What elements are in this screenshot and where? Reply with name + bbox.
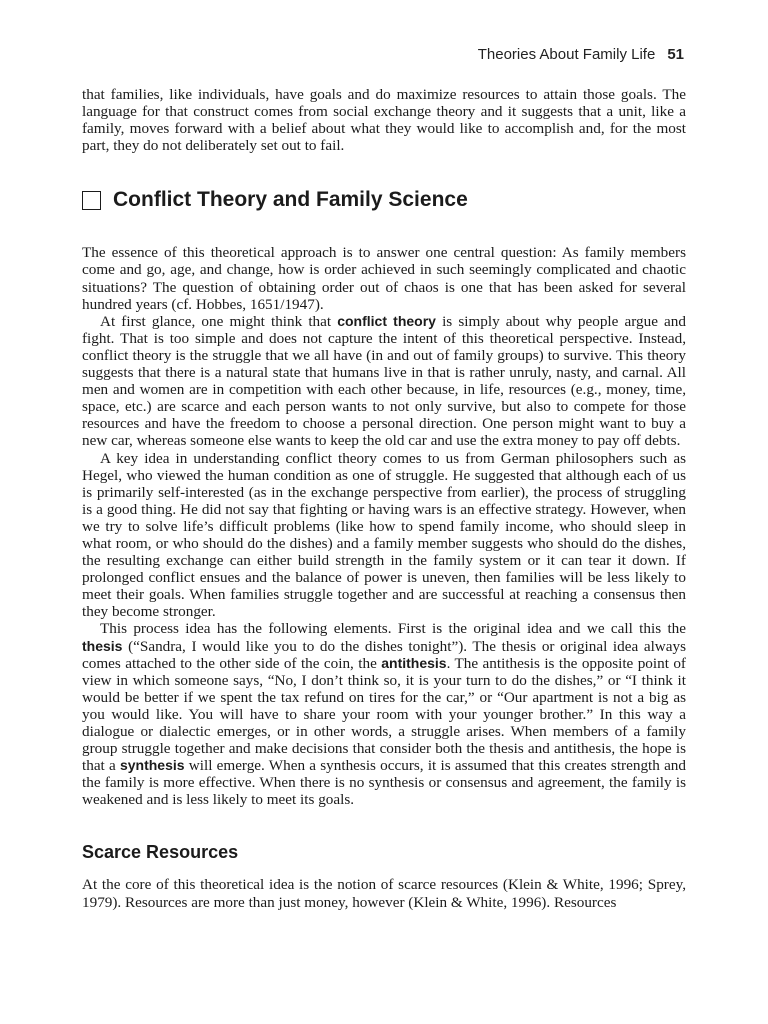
section-heading-text: Conflict Theory and Family Science: [113, 188, 468, 212]
term-conflict-theory: conflict theory: [337, 312, 436, 329]
section-paragraph-1: The essence of this theoretical approach is to answer one central question: As family members come and go, age, and change, how is order achieved in such seemingly complicated and chaotic situations? The question of obtaining order out of chaos is one that has been asked for several hundred years (cf. Hobbes, 1651/1947).: [82, 244, 686, 313]
term-antithesis: antithesis: [381, 654, 447, 671]
subsection-paragraph-1: At the core of this theoretical idea is the notion of scarce resources (Klein & White, 1996; Sprey, 1979). Resources are more than just money, however (Klein & White, 1996). Resources: [82, 876, 686, 911]
term-thesis: thesis: [82, 637, 123, 654]
paragraph-text: . The antithesis is the opposite point of view in which someone says, “No, I don’t think so, it is your turn to do the dishes,” or “I think it would be better if we spent the tax refund on tires for the car,” or “Our apartment is not a big as you would like. You will have to share your room with your younger brother.” In this way a dialogue or dialectic emerges, or in other words, a struggle arises. When members of a family group struggle together and make decisions that consider both the thesis and antithesis, the hope is that a: [82, 654, 686, 775]
term-synthesis: synthesis: [119, 757, 185, 774]
running-head-title: Theories About Family Life: [477, 46, 656, 63]
paragraph-text: will emerge. When a synthesis occurs, it is assumed that this creates strength and the family is more effective. When there is no synthesis or consensus and agreement, the family is weakened and is less likely to meet its goals.: [82, 757, 686, 809]
subsection-heading: Scarce Resources: [82, 842, 239, 863]
intro-paragraph: that families, like individuals, have goals and do maximize resources to attain those goals. The language for that construct comes from social exchange theory and it suggests that a unit, like a family, moves forward with a belief about what they would like to accomplish and, for the most part, they do not deliberately set out to fail.: [82, 86, 686, 155]
paragraph-text: At first glance, one might think that: [100, 312, 338, 330]
section-paragraph-4: [82, 620, 686, 808]
checkbox-square-icon: [82, 191, 101, 210]
paragraph-text: (“Sandra, I would like you to do the dishes tonight”). The thesis or original idea always comes attached to the other side of the coin, the: [82, 637, 686, 672]
page-content: [82, 86, 686, 911]
section-paragraph-3: A key idea in understanding conflict theory comes to us from German philosophers such as Hegel, who viewed the human condition as one of struggle. He suggested that although each of us is primarily self-interested (as in the exchange perspective from earlier), the process of struggling is a good thing. He did not say that fighting or having wars is an effective strategy. However, when we try to solve life’s difficult problems (like how to spend family income, who should sleep in what room, or who should do the dishes) and a family member suggests who should do the dishes, the resulting exchange can either build strength in the family system or it can tear it down. If prolonged conflict ensues and the balance of power is uneven, then families will be less likely to meet their goals. When families struggle together and are successful at reaching a consensus then they become stronger.: [82, 449, 686, 621]
paragraph-text: This process idea has the following elements. First is the original idea and we call this the: [100, 620, 686, 638]
paragraph-text: is simply about why people argue and fight. That is too simple and does not capture the intent of this theoretical perspective. Instead, conflict theory is the struggle that we all have (in and out of family groups) to survive. This theory suggests that there is a natural state that humans live in that is rather unruly, nasty, and carnal. All men and women are in competition with each other because, in life, resources (e.g., money, time, space, etc.) are scarce and each person wants to not only survive, but also to compete for those resources and have the freedom to choose a personal direction. One person might want to buy a new car, whereas someone else wants to keep the old car and use the extra money to pay off debts.: [82, 312, 686, 450]
page-number: 51: [667, 46, 684, 63]
running-head: [478, 46, 684, 63]
section-paragraph-2: [82, 313, 686, 450]
section-heading: [82, 187, 686, 213]
